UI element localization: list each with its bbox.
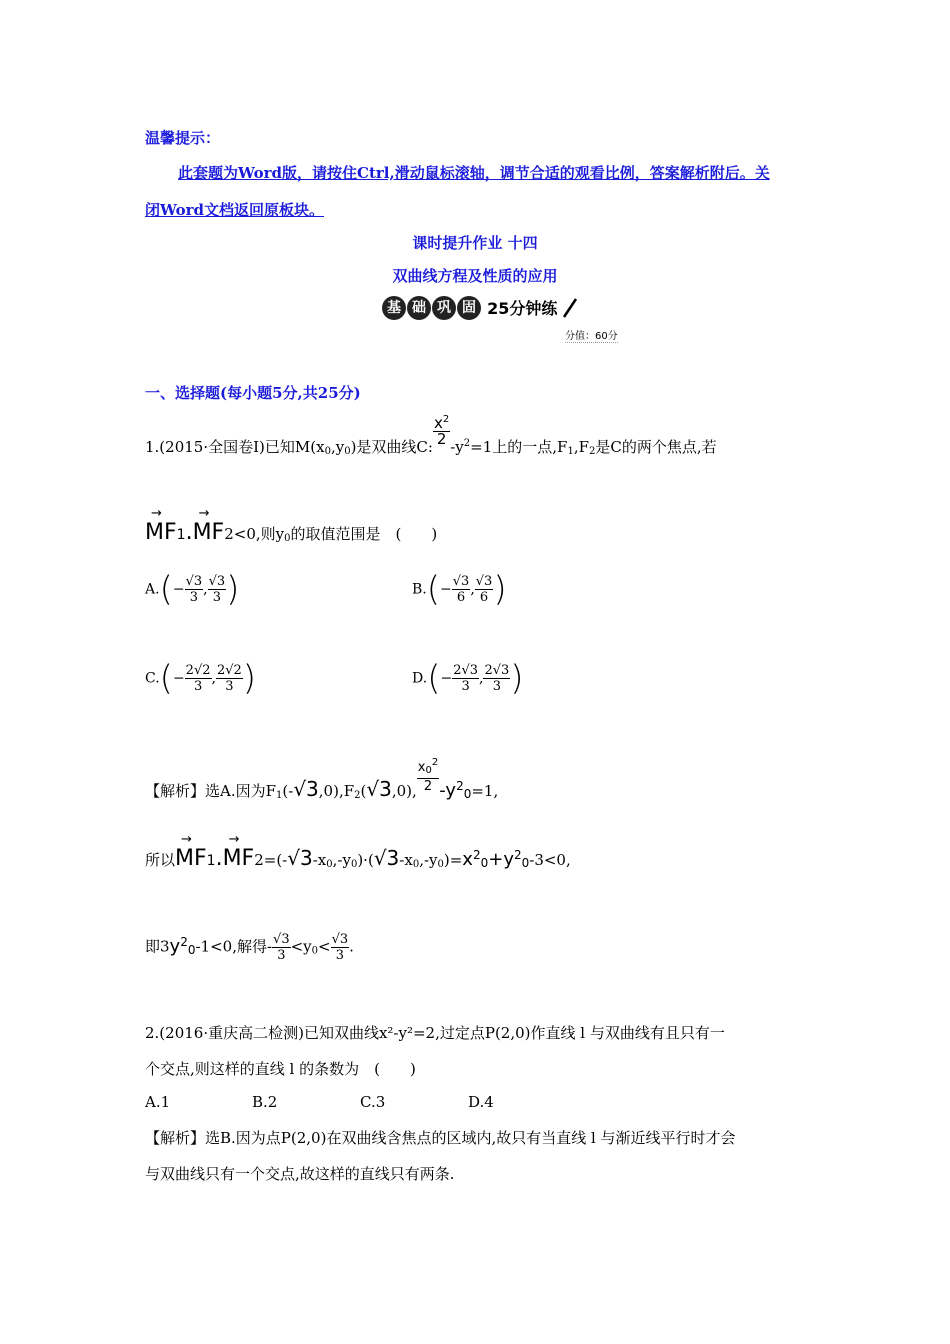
section-title: 一、选择题(每小题5分,共25分) [145,384,361,402]
option-a[interactable]: A.(− $\frac{√3}{3}$ , $\frac{√3}{3}$ ) [145,569,240,610]
score-label: 分值：60分 [565,327,618,343]
q1-text: 是C的两个焦点,若 [595,438,717,456]
pen-stroke-icon [562,297,578,319]
option-a[interactable]: A.1 [145,1093,171,1111]
q1-text: 1.(2015·全国卷Ⅰ)已知M(x [145,438,325,456]
q1-text: ,y [330,438,345,456]
badge-char: 固 [457,296,481,320]
option-b[interactable]: B.(− $\frac{√3}{6}$ , $\frac{√3}{6}$ ) [412,569,507,610]
q1-text: -y [450,438,464,456]
section-badge [382,296,578,322]
page-title: 课时提升作业 十四 [412,234,538,252]
question-2-line-2: 个交点,则这样的直线 l 的条数为 ( ) [145,1060,416,1078]
option-b[interactable]: B.2 [252,1093,278,1111]
q1-condition: → MF1. → MF2<0,则$y_0$的取值范围是 ( ) [145,506,438,545]
q1-text: )是双曲线C: [350,438,433,456]
hint-line-1[interactable]: 此套题为Word版，请按住Ctrl,滑动鼠标滚轴，调节合适的观看比例，答案解析附后。关 [178,164,770,182]
q1-fraction: $\frac{x^2}{2}$ [433,414,450,448]
page-subtitle: 双曲线方程及性质的应用 [392,267,558,285]
q1-solution-line-1: 【解析】选A.因为$F_1(-√3,0),F_2(√3,0)$, $\frac{x_0^2}{2}$ $-y^20=1$, [145,757,499,801]
question-1: 1.(2015·全国卷Ⅰ)已知$M(x_0,y_0)$是双曲线C: $\frac{x^2}{2}$ $-y^2=1$上的一点$,F_1,F_2$是C的两个焦点,若 [145,414,717,457]
q1-solution-line-3: 即$3y^20-1<0$,解得- $\frac{√3}{3}$ $<y_0<$ $\frac{√3}{3}$ . [145,932,354,963]
question-2-line-1: 2.(2016·重庆高二检测)已知双曲线x²-y²=2,过定点P(2,0)作直线 l 与双曲线有且只有一 [145,1024,725,1042]
q1-text: =1上的一点,F [470,438,568,456]
badge-char: 基 [382,296,406,320]
option-c[interactable]: C.3 [360,1093,386,1111]
hint-line-2[interactable]: 闭Word文档返回原板块。 [145,201,325,219]
q2-solution-line-1: 【解析】选B.因为点P(2,0)在双曲线含焦点的区域内,故只有当直线 l 与渐近线平行时才会 [145,1129,736,1147]
badge-char: 巩 [432,296,456,320]
q1-text: <0,则y [233,525,285,543]
option-d[interactable]: D.4 [468,1093,494,1111]
q1-text: 的取值范围是 ( ) [290,525,438,543]
option-c[interactable]: C.(− $\frac{2√2}{3}$ , $\frac{2√2}{3}$ ) [145,658,257,699]
q2-solution-line-2: 与双曲线只有一个交点,故这样的直线只有两条. [145,1165,455,1183]
q1-text: ,F [573,438,589,456]
q1-solution-line-2: 所以 → MF1. → $MF2=(-√3-x_0,-y_0)\cdot(√3-x_0,-y_0)=x^20+y^20-3<0$, [145,832,571,871]
hint-title: 温馨提示： [145,129,221,147]
badge-char: 础 [407,296,431,320]
option-d[interactable]: D.(− $\frac{2√3}{3}$ , $\frac{2√3}{3}$ ) [412,658,524,699]
badge-tail: 25分钟练 [487,299,558,318]
